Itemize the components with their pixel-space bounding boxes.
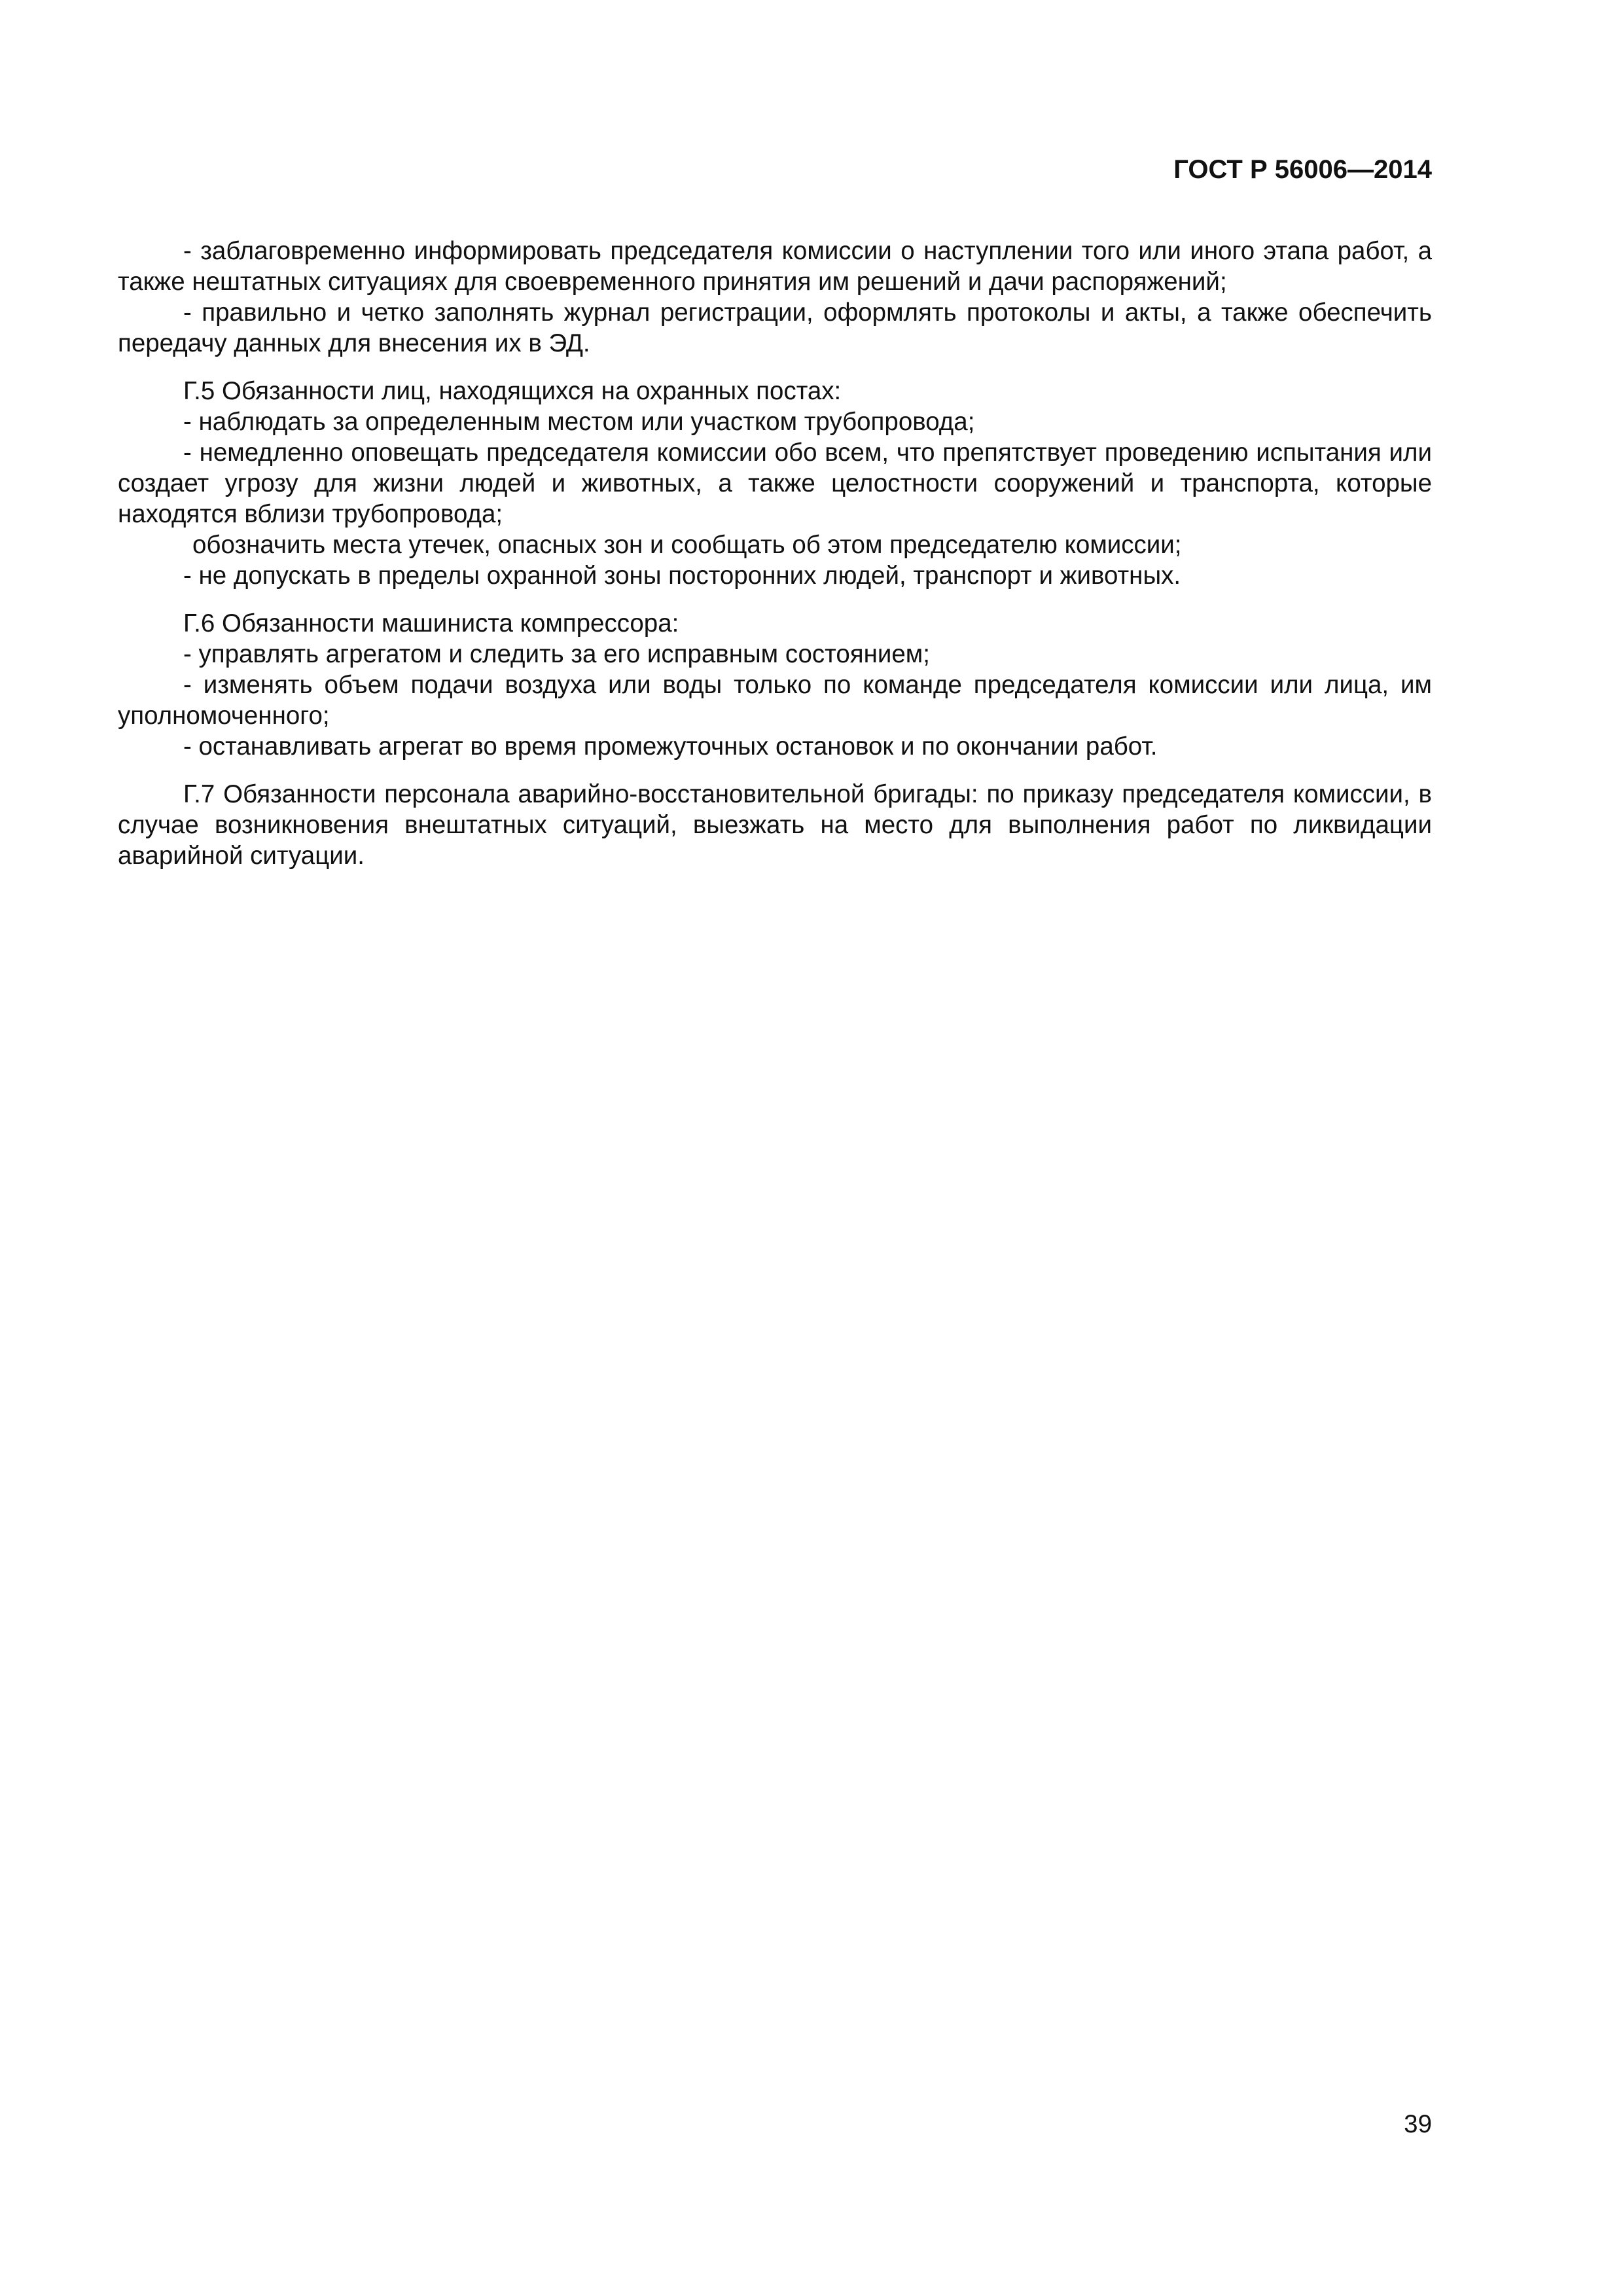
section-heading: Г.5 Обязанности лиц, находящихся на охранных постах: bbox=[183, 377, 842, 405]
section-g7-emergency-crew-duties bbox=[118, 779, 1432, 871]
document-body bbox=[118, 236, 1432, 888]
section-g6-compressor-operator-duties bbox=[118, 608, 1432, 762]
section-heading: Г.6 Обязанности машиниста компрессора: bbox=[183, 609, 679, 637]
duty-item: - наблюдать за определенным местом или участком трубопровода; bbox=[183, 408, 975, 436]
duty-item: - управлять агрегатом и следить за его исправным состоянием; bbox=[183, 640, 930, 668]
section-paragraph: Г.7 Обязанности персонала аварийно-восстановительной бригады: по приказу председателя комиссии, в случае возникновения внештатных ситуаций, выезжать на место для выполнения работ по ликвидации аварийной ситуации. bbox=[118, 780, 1432, 870]
duty-item: - не допускать в пределы охранной зоны посторонних людей, транспорт и животных. bbox=[183, 562, 1181, 590]
section-g5-guard-post-duties bbox=[118, 376, 1432, 591]
duty-item: - немедленно оповещать председателя комиссии обо всем, что препятствует проведению испытания или создает угрозу для жизни людей и животных, а также целостности сооружений и транспорта, которые находятся вблизи трубопровода; bbox=[118, 439, 1432, 528]
duty-item: - правильно и четко заполнять журнал регистрации, оформлять протоколы и акты, а также обеспечить передачу данных для внесения их в ЭД. bbox=[118, 298, 1432, 357]
duty-item: обозначить места утечек, опасных зон и сообщать об этом председателю комиссии; bbox=[192, 531, 1182, 559]
page-number: 39 bbox=[1404, 2110, 1432, 2138]
document-code-header: ГОСТ Р 56006—2014 bbox=[1173, 155, 1432, 184]
duty-item: - заблаговременно информировать председателя комиссии о наступлении того или иного этапа работ, а также нештатных ситуациях для своевременного принятия им решений и дачи распоряжений; bbox=[118, 237, 1432, 296]
duty-item: - останавливать агрегат во время промежуточных остановок и по окончании работ. bbox=[183, 732, 1158, 761]
duty-item: - изменять объем подачи воздуха или воды только по команде председателя комиссии или лица, им уполномоченного; bbox=[118, 671, 1432, 730]
section-commission-secretary-duties bbox=[118, 236, 1432, 359]
